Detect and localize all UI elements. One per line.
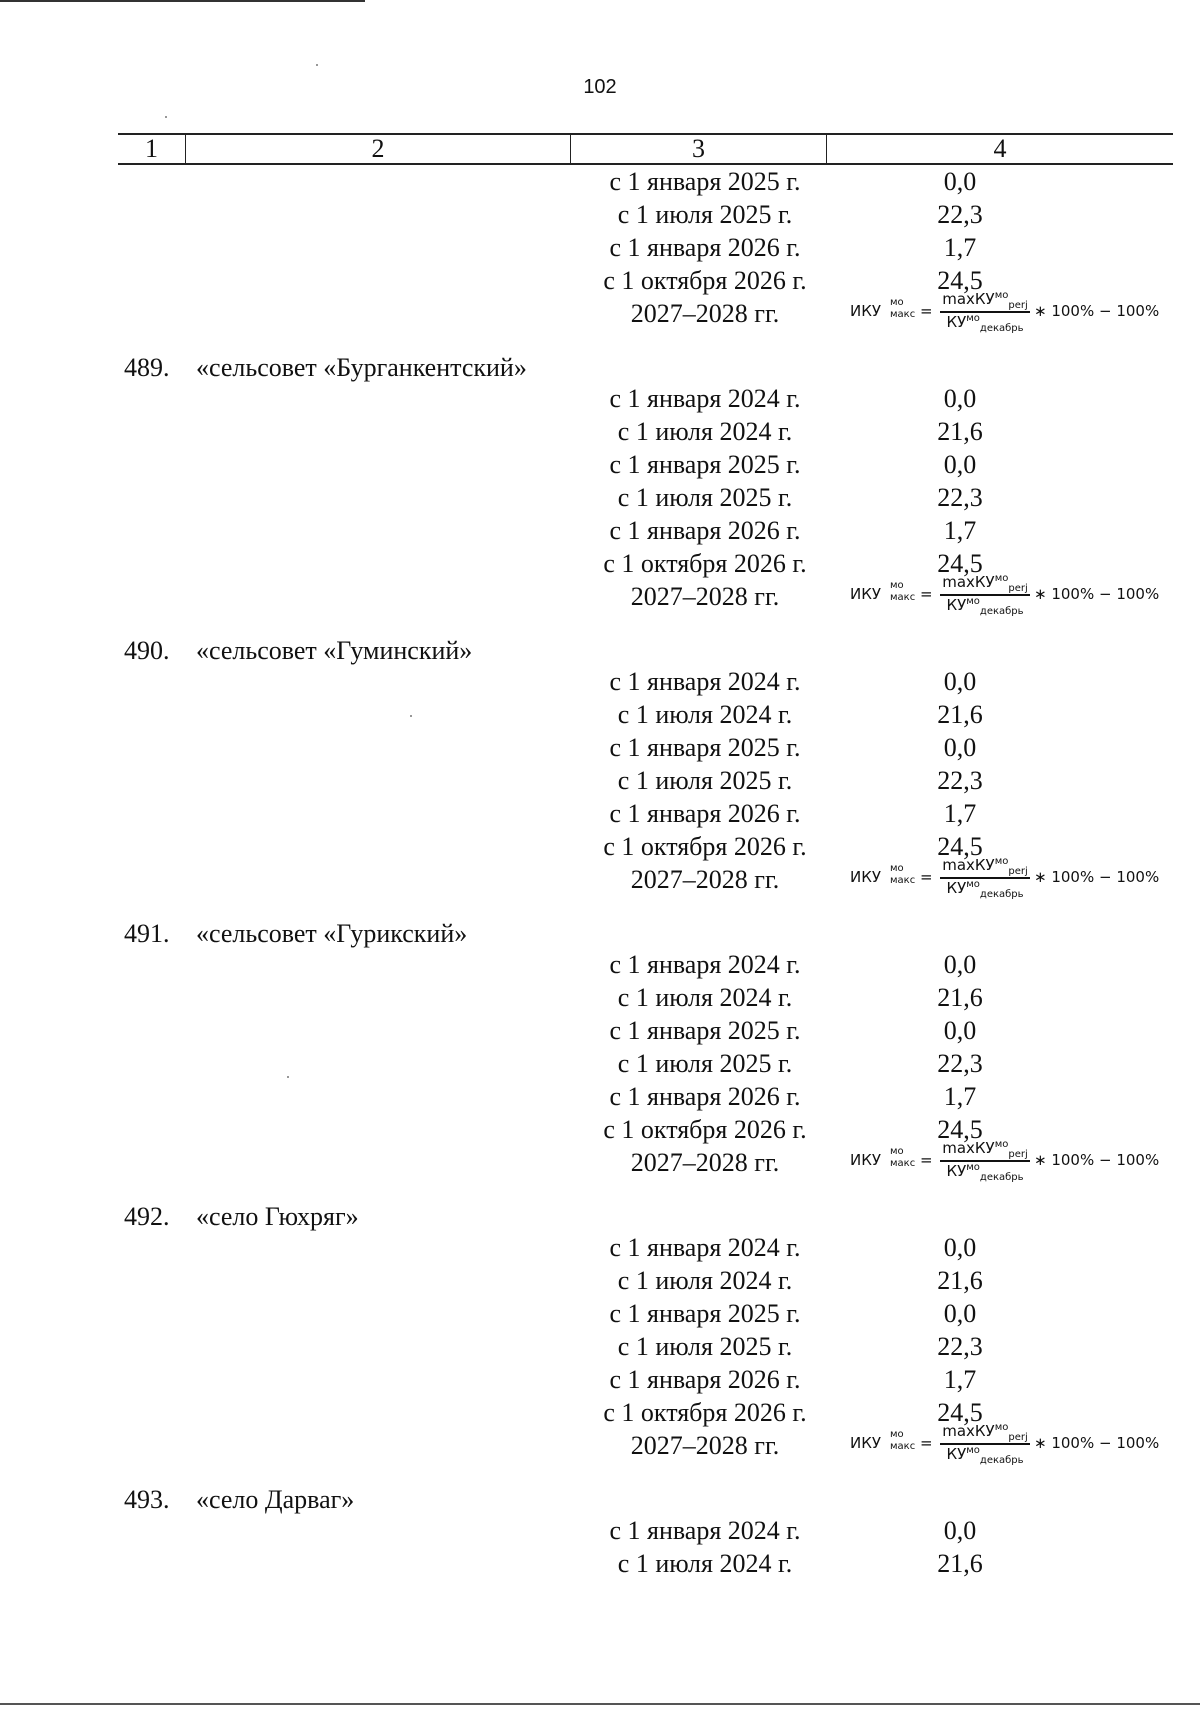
scan-speck — [165, 116, 167, 118]
value-cell: 0,0 — [943, 1233, 977, 1262]
value-cell: 21,6 — [937, 700, 983, 729]
formula-equals: = — [920, 1434, 933, 1452]
period-cell: с 1 января 2026 г. — [609, 1365, 801, 1394]
value-cell: 21,6 — [937, 1549, 983, 1578]
period-cell: с 1 января 2024 г. — [609, 667, 801, 696]
period-cell: 2027–2028 гг. — [630, 865, 780, 894]
tariff-formula — [850, 569, 1170, 625]
header-col-4: 4 — [993, 134, 1007, 163]
period-cell: с 1 января 2026 г. — [609, 799, 801, 828]
value-cell: 22,3 — [937, 1049, 983, 1078]
value-cell: 1,7 — [943, 1365, 977, 1394]
period-cell: с 1 июля 2024 г. — [617, 417, 793, 446]
value-cell: 1,7 — [943, 233, 977, 262]
table-header-row — [118, 133, 1173, 165]
value-cell: 21,6 — [937, 417, 983, 446]
formula-tail: ∗ 100% − 100% — [1034, 868, 1160, 886]
header-col-3: 3 — [571, 135, 827, 163]
value-cell: 21,6 — [937, 1266, 983, 1295]
period-cell: с 1 июля 2025 г. — [617, 200, 793, 229]
tariff-formula — [850, 286, 1170, 342]
value-cell: 24,5 — [937, 266, 983, 295]
value-cell: 0,0 — [943, 667, 977, 696]
period-cell: с 1 января 2025 г. — [609, 450, 801, 479]
formula-equals: = — [920, 868, 933, 886]
value-cell: 1,7 — [943, 1082, 977, 1111]
period-cell: с 1 января 2026 г. — [609, 233, 801, 262]
period-cell: с 1 июля 2024 г. — [617, 1549, 793, 1578]
value-cell: 0,0 — [943, 1299, 977, 1328]
formula-numerator: maxКУ$^{мо}_{perj}$ — [942, 573, 1028, 594]
tariff-formula — [850, 1135, 1170, 1191]
value-cell: 0,0 — [943, 1016, 977, 1045]
formula-lhs: ИКУ мо макс — [850, 297, 916, 320]
formula-equals: = — [920, 585, 933, 603]
top-edge-rule — [0, 0, 365, 2]
formula-denominator: $КУ^{мо}_{декабрь}$ — [946, 1445, 1024, 1466]
period-cell: с 1 января 2025 г. — [609, 1299, 801, 1328]
entry-number: 489. — [124, 353, 170, 382]
period-cell: с 1 января 2025 г. — [609, 167, 801, 196]
value-cell: 21,6 — [937, 983, 983, 1012]
formula-denominator: $КУ^{мо}_{декабрь}$ — [946, 1162, 1024, 1183]
period-cell: с 1 июля 2025 г. — [617, 766, 793, 795]
period-cell: с 1 октября 2026 г. — [603, 1398, 807, 1427]
formula-tail: ∗ 100% − 100% — [1034, 1151, 1160, 1169]
value-cell: 24,5 — [937, 549, 983, 578]
period-cell: 2027–2028 гг. — [630, 299, 780, 328]
formula-numerator: maxКУ$^{мо}_{perj}$ — [942, 1422, 1028, 1443]
formula-denominator: $КУ^{мо}_{декабрь}$ — [946, 313, 1024, 334]
period-cell: с 1 января 2025 г. — [609, 1016, 801, 1045]
period-cell: с 1 июля 2025 г. — [617, 1332, 793, 1361]
formula-lhs: ИКУ мо макс — [850, 1146, 916, 1169]
period-cell: 2027–2028 гг. — [630, 1431, 780, 1460]
value-cell: 22,3 — [937, 1332, 983, 1361]
period-cell: с 1 июля 2024 г. — [617, 1266, 793, 1295]
entry-name: «село Гюхряг» — [196, 1202, 359, 1231]
value-cell: 0,0 — [943, 733, 977, 762]
entry-number: 492. — [124, 1202, 170, 1231]
entry-name: «сельсовет «Гуминский» — [196, 636, 473, 665]
formula-numerator: maxКУ$^{мо}_{perj}$ — [942, 856, 1028, 877]
period-cell: с 1 июля 2025 г. — [617, 1049, 793, 1078]
period-cell: с 1 января 2024 г. — [609, 1516, 801, 1545]
header-col-2: 2 — [186, 135, 571, 163]
value-cell: 1,7 — [943, 516, 977, 545]
period-cell: с 1 октября 2026 г. — [603, 1115, 807, 1144]
entry-name: «сельсовет «Гурикский» — [196, 919, 468, 948]
bottom-edge-rule — [0, 1703, 1200, 1705]
formula-numerator: maxКУ$^{мо}_{perj}$ — [942, 1139, 1028, 1160]
tariff-formula — [850, 1418, 1170, 1474]
period-cell: 2027–2028 гг. — [630, 582, 780, 611]
scan-speck — [316, 64, 318, 66]
period-cell: с 1 октября 2026 г. — [603, 266, 807, 295]
page-number: 102 — [583, 76, 617, 98]
formula-equals: = — [920, 302, 933, 320]
value-cell: 22,3 — [937, 766, 983, 795]
value-cell: 0,0 — [943, 950, 977, 979]
formula-lhs: ИКУ мо макс — [850, 1429, 916, 1452]
value-cell: 22,3 — [937, 200, 983, 229]
period-cell: с 1 января 2026 г. — [609, 1082, 801, 1111]
formula-lhs: ИКУ мо макс — [850, 580, 916, 603]
value-cell: 22,3 — [937, 483, 983, 512]
period-cell: с 1 июля 2025 г. — [617, 483, 793, 512]
tariff-formula — [850, 852, 1170, 908]
entry-number: 490. — [124, 636, 170, 665]
formula-denominator: $КУ^{мо}_{декабрь}$ — [946, 879, 1024, 900]
value-cell: 0,0 — [943, 384, 977, 413]
header-col-1: 1 — [118, 135, 186, 163]
value-cell: 0,0 — [943, 167, 977, 196]
scan-speck — [410, 715, 412, 717]
period-cell: с 1 июля 2024 г. — [617, 700, 793, 729]
entry-name: «сельсовет «Бурганкентский» — [196, 353, 527, 382]
period-cell: с 1 января 2026 г. — [609, 516, 801, 545]
formula-numerator: maxКУ$^{мо}_{perj}$ — [942, 290, 1028, 311]
period-cell: с 1 января 2024 г. — [609, 950, 801, 979]
period-cell: с 1 января 2024 г. — [609, 384, 801, 413]
formula-tail: ∗ 100% − 100% — [1034, 585, 1160, 603]
formula-equals: = — [920, 1151, 933, 1169]
period-cell: с 1 июля 2024 г. — [617, 983, 793, 1012]
value-cell: 0,0 — [943, 450, 977, 479]
formula-tail: ∗ 100% − 100% — [1034, 302, 1160, 320]
value-cell: 0,0 — [943, 1516, 977, 1545]
entry-number: 493. — [124, 1485, 170, 1514]
formula-denominator: $КУ^{мо}_{декабрь}$ — [946, 596, 1024, 617]
period-cell: 2027–2028 гг. — [630, 1148, 780, 1177]
entry-number: 491. — [124, 919, 170, 948]
value-cell: 1,7 — [943, 799, 977, 828]
formula-lhs: ИКУ мо макс — [850, 863, 916, 886]
period-cell: с 1 октября 2026 г. — [603, 549, 807, 578]
period-cell: с 1 января 2024 г. — [609, 1233, 801, 1262]
period-cell: с 1 января 2025 г. — [609, 733, 801, 762]
value-cell: 24,5 — [937, 1398, 983, 1427]
scan-speck — [287, 1076, 289, 1078]
value-cell: 24,5 — [937, 1115, 983, 1144]
value-cell: 24,5 — [937, 832, 983, 861]
formula-tail: ∗ 100% − 100% — [1034, 1434, 1160, 1452]
entry-name: «село Дарваг» — [196, 1485, 355, 1514]
period-cell: с 1 октября 2026 г. — [603, 832, 807, 861]
